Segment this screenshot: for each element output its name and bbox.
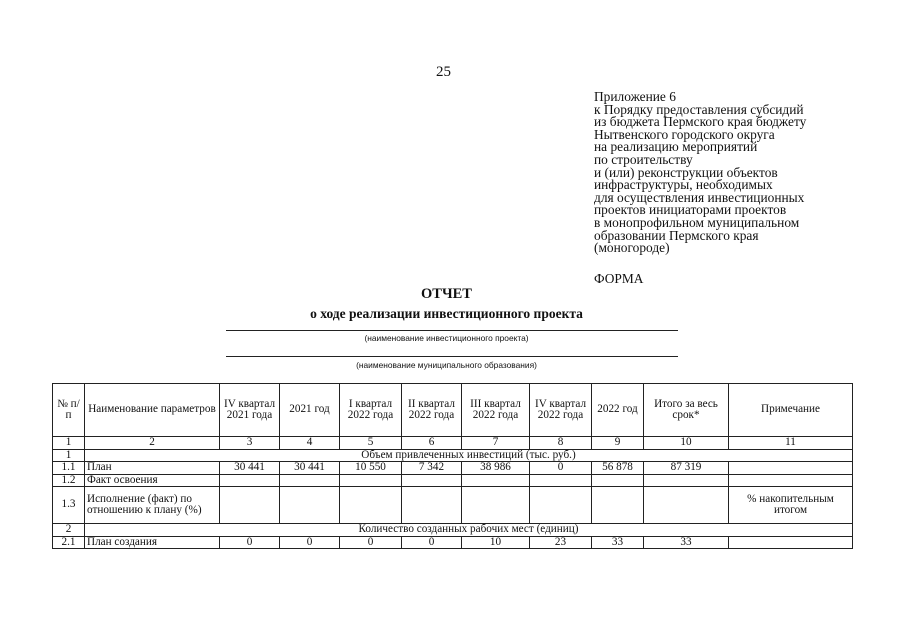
- municipality-name-hint: (наименование муниципального образования): [356, 360, 537, 370]
- header-cell: IV квартал 2022 года: [530, 384, 592, 437]
- cell-value: [340, 487, 402, 524]
- page-number: 25: [436, 64, 451, 80]
- appendix-line: в монопрофильном муниципальном: [594, 214, 800, 230]
- cell-value: 33: [592, 536, 644, 549]
- row-name: План создания: [85, 536, 220, 549]
- column-number: 8: [530, 437, 592, 450]
- header-cell: Наименование параметров: [85, 384, 220, 437]
- cell-value: 0: [402, 536, 462, 549]
- appendix-line: и (или) реконструкции объектов: [594, 164, 778, 180]
- cell-value: 56 878: [592, 462, 644, 475]
- cell-value: [644, 487, 729, 524]
- appendix-line: Приложение 6: [594, 89, 676, 104]
- cell-value: [220, 487, 280, 524]
- cell-value: [530, 487, 592, 524]
- cell-value: 30 441: [280, 462, 340, 475]
- project-name-hint: (наименование инвестиционного проекта): [364, 333, 529, 343]
- appendix-line: по строительству: [594, 151, 693, 167]
- section-row: [53, 524, 853, 537]
- cell-value: 0: [280, 536, 340, 549]
- section-number: 1: [53, 449, 85, 462]
- column-number: 10: [644, 437, 729, 450]
- column-number: 1: [53, 437, 85, 450]
- section-number: 2: [53, 524, 85, 537]
- header-cell: 2021 год: [280, 384, 340, 437]
- appendix-block: [594, 91, 806, 255]
- cell-value: [592, 487, 644, 524]
- cell-value: [340, 474, 402, 487]
- table-row: [53, 487, 853, 524]
- cell-value: 87 319: [644, 462, 729, 475]
- cell-value: [462, 487, 530, 524]
- appendix-line: из бюджета Пермского края бюджету: [594, 114, 807, 130]
- column-number: 9: [592, 437, 644, 450]
- form-label: ФОРМА: [594, 271, 644, 286]
- report-subtitle: о ходе реализации инвестиционного проекта: [310, 306, 583, 321]
- column-number: 4: [280, 437, 340, 450]
- cell-value: 38 986: [462, 462, 530, 475]
- report-table: [52, 383, 853, 549]
- section-title: Количество созданных рабочих мест (единиц): [85, 524, 853, 537]
- municipality-name-line: [226, 356, 678, 357]
- row-number: 2.1: [53, 536, 85, 549]
- row-name: Исполнение (факт) по отношению к плану (%): [85, 487, 220, 524]
- row-number: 1.1: [53, 462, 85, 475]
- project-name-line: [226, 330, 678, 331]
- column-number: 11: [729, 437, 853, 450]
- header-cell: III квартал 2022 года: [462, 384, 530, 437]
- appendix-line: (моногороде): [594, 240, 670, 256]
- cell-value: 10 550: [340, 462, 402, 475]
- cell-value: 0: [530, 462, 592, 475]
- appendix-line: к Порядку предоставления субсидий: [594, 101, 804, 117]
- appendix-line: проектов инициаторами проектов: [594, 202, 787, 218]
- cell-value: [220, 474, 280, 487]
- cell-value: [402, 487, 462, 524]
- header-cell: I квартал 2022 года: [340, 384, 402, 437]
- table-row: [53, 536, 853, 549]
- cell-value: [530, 474, 592, 487]
- column-number: 6: [402, 437, 462, 450]
- header-cell: Итого за весь срок*: [644, 384, 729, 437]
- cell-value: 7 342: [402, 462, 462, 475]
- cell-note: [729, 474, 853, 487]
- header-cell: II квартал 2022 года: [402, 384, 462, 437]
- cell-value: 0: [220, 536, 280, 549]
- cell-note: [729, 462, 853, 475]
- column-number: 2: [85, 437, 220, 450]
- section-title: Объем привлеченных инвестиций (тыс. руб.): [85, 449, 853, 462]
- cell-value: [280, 474, 340, 487]
- header-cell: Примечание: [729, 384, 853, 437]
- cell-value: [462, 474, 530, 487]
- table-row: [53, 462, 853, 475]
- cell-note: [729, 536, 853, 549]
- row-number: 1.3: [53, 487, 85, 524]
- row-name: Факт освоения: [85, 474, 220, 487]
- row-name: План: [85, 462, 220, 475]
- section-row: [53, 449, 853, 462]
- cell-value: [592, 474, 644, 487]
- header-cell: 2022 год: [592, 384, 644, 437]
- header-cell: № п/п: [53, 384, 85, 437]
- cell-value: 23: [530, 536, 592, 549]
- cell-value: [644, 474, 729, 487]
- header-row: [53, 384, 853, 437]
- cell-value: 33: [644, 536, 729, 549]
- appendix-line: на реализацию мероприятий: [594, 139, 758, 155]
- column-number: 3: [220, 437, 280, 450]
- cell-value: 10: [462, 536, 530, 549]
- cell-value: [402, 474, 462, 487]
- appendix-line: инфраструктуры, необходимых: [594, 177, 773, 193]
- cell-note: % накопительным итогом: [729, 487, 853, 524]
- appendix-line: Нытвенского городского округа: [594, 126, 775, 142]
- cell-value: 0: [340, 536, 402, 549]
- row-number: 1.2: [53, 474, 85, 487]
- appendix-line: для осуществления инвестиционных: [594, 189, 805, 205]
- column-number: 7: [462, 437, 530, 450]
- column-number: 5: [340, 437, 402, 450]
- table-row: [53, 474, 853, 487]
- header-cell: IV квартал 2021 года: [220, 384, 280, 437]
- cell-value: 30 441: [220, 462, 280, 475]
- cell-value: [280, 487, 340, 524]
- report-title: ОТЧЕТ: [421, 286, 472, 302]
- column-number-row: [53, 437, 853, 450]
- appendix-line: образовании Пермского края: [594, 227, 759, 243]
